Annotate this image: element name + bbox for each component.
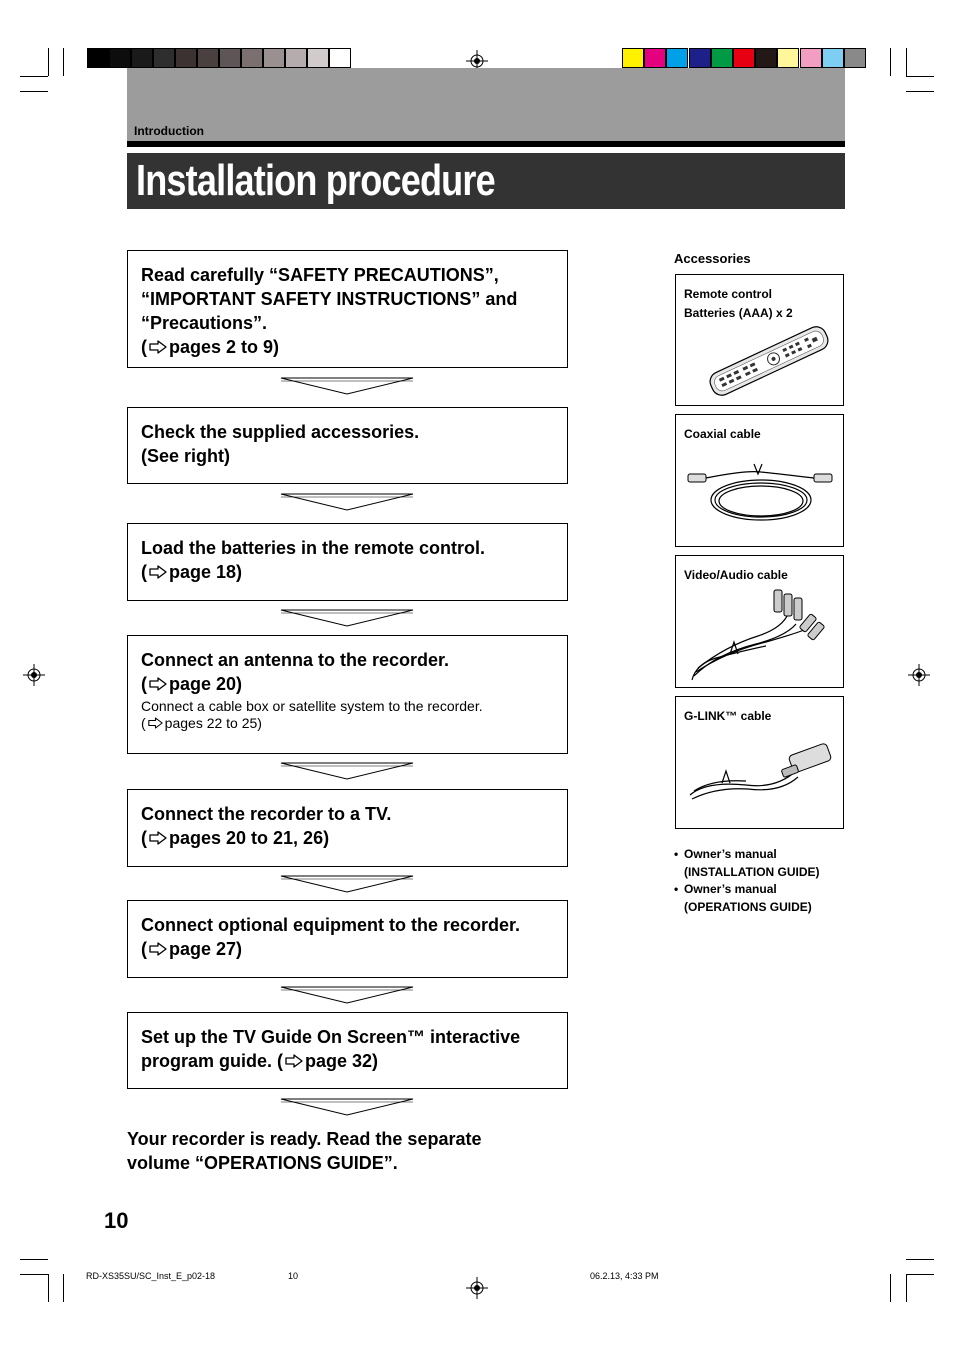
page-reference-arrow-icon xyxy=(149,561,167,575)
step-text: Set up the TV Guide On Screen™ interactive xyxy=(141,1027,521,1047)
accessory-glink-cable xyxy=(675,696,844,829)
page-reference-arrow-icon xyxy=(285,1050,303,1064)
step-text: “Precautions”. xyxy=(141,313,268,333)
calibration-swatch xyxy=(87,48,109,68)
step-text: Connect the recorder to a TV. xyxy=(141,804,392,824)
page-reference-arrow-icon xyxy=(149,673,167,687)
step-reference: ( page 18) xyxy=(141,562,243,582)
calibration-swatch xyxy=(689,48,711,68)
calibration-swatch xyxy=(666,48,688,68)
calibration-swatch xyxy=(777,48,799,68)
flow-arrow-icon xyxy=(280,875,414,893)
flow-arrow-icon xyxy=(280,493,414,511)
calibration-swatch xyxy=(263,48,285,68)
accessory-label: Coaxial cable xyxy=(684,427,761,441)
calibration-swatch xyxy=(153,48,175,68)
step-reference: ( page 20) xyxy=(141,674,243,694)
step-tv-guide xyxy=(127,1012,568,1089)
accessory-label: Video/Audio cable xyxy=(684,568,788,582)
remote-control-icon xyxy=(702,319,836,403)
page-reference-arrow-icon xyxy=(149,938,167,952)
page-title: Installation procedure xyxy=(136,156,495,205)
coaxial-cable-icon xyxy=(686,460,836,530)
step-text: Read carefully “SAFETY PRECAUTIONS”, xyxy=(141,265,499,285)
calibration-swatch xyxy=(307,48,329,68)
calibration-swatch xyxy=(822,48,844,68)
closing-text xyxy=(127,1127,577,1175)
list-item: • Owner’s manual xyxy=(674,847,777,861)
registration-mark-icon xyxy=(908,664,930,686)
step-text: (See right) xyxy=(141,446,231,466)
flow-arrow-icon xyxy=(280,609,414,627)
step-optional-equipment xyxy=(127,900,568,978)
footer-timestamp: 06.2.13, 4:33 PM xyxy=(590,1271,659,1281)
footer-page: 10 xyxy=(288,1271,299,1281)
step-accessories xyxy=(127,407,568,484)
flow-arrow-icon xyxy=(280,1098,414,1116)
step-text: Load the batteries in the remote control. xyxy=(141,538,486,558)
calibration-swatch xyxy=(109,48,131,68)
calibration-swatch xyxy=(644,48,666,68)
step-reference: program guide. ( page 32) xyxy=(141,1051,379,1071)
step-note-reference: ( pages 22 to 25) xyxy=(141,715,262,731)
step-batteries xyxy=(127,523,568,601)
accessory-video-audio-cable xyxy=(675,555,844,688)
step-reference: ( page 27) xyxy=(141,939,243,959)
accessory-coaxial-cable xyxy=(675,414,844,547)
calibration-swatch xyxy=(800,48,822,68)
accessory-label: Remote control Batteries (AAA) x 2 xyxy=(684,287,793,320)
page-reference-arrow-icon xyxy=(149,827,167,841)
step-safety xyxy=(127,250,568,368)
step-text: “IMPORTANT SAFETY INSTRUCTIONS” and xyxy=(141,289,518,309)
header-band xyxy=(127,68,845,142)
calibration-swatch xyxy=(622,48,644,68)
section-label: Introduction xyxy=(134,124,204,138)
accessories-heading: Accessories xyxy=(674,251,751,266)
step-text: Connect an antenna to the recorder. xyxy=(141,650,450,670)
registration-mark-icon xyxy=(23,664,45,686)
calibration-swatch xyxy=(755,48,777,68)
step-reference: ( pages 20 to 21, 26) xyxy=(141,828,330,848)
calibration-swatch xyxy=(285,48,307,68)
registration-mark-icon xyxy=(466,1277,488,1299)
documents-list xyxy=(674,846,820,916)
calibration-swatch xyxy=(711,48,733,68)
step-tv xyxy=(127,789,568,867)
calibration-swatch xyxy=(219,48,241,68)
header-rule xyxy=(127,141,845,147)
page-reference-arrow-icon xyxy=(149,336,167,350)
page-number: 10 xyxy=(104,1208,129,1233)
flow-arrow-icon xyxy=(280,762,414,780)
step-antenna xyxy=(127,635,568,754)
calibration-swatch xyxy=(329,48,351,68)
step-text: Check the supplied accessories. xyxy=(141,422,420,442)
calibration-swatch xyxy=(733,48,755,68)
page-reference-arrow-icon xyxy=(148,716,163,728)
step-note: Connect a cable box or satellite system to the recorder. xyxy=(141,698,483,714)
step-text: Connect optional equipment to the recorder. xyxy=(141,915,521,935)
calibration-swatch xyxy=(197,48,219,68)
calibration-swatch xyxy=(241,48,263,68)
closing-line: Your recorder is ready. Read the separate xyxy=(127,1129,482,1149)
footer-file-name: RD-XS35SU/SC_Inst_E_p02-18 xyxy=(86,1271,216,1281)
list-item: (INSTALLATION GUIDE) xyxy=(684,864,820,879)
step-reference: ( pages 2 to 9) xyxy=(141,337,280,357)
closing-line: volume “OPERATIONS GUIDE”. xyxy=(127,1153,398,1173)
accessory-remote-control xyxy=(675,274,844,406)
av-cable-icon xyxy=(686,584,836,684)
calibration-swatch xyxy=(844,48,866,68)
calibration-swatch xyxy=(175,48,197,68)
flow-arrow-icon xyxy=(280,986,414,1004)
list-item: (OPERATIONS GUIDE) xyxy=(684,899,812,914)
flow-arrow-icon xyxy=(280,377,414,395)
list-item: • Owner’s manual xyxy=(674,882,777,896)
glink-cable-icon xyxy=(686,735,836,815)
calibration-swatch xyxy=(131,48,153,68)
accessory-label: G-LINK™ cable xyxy=(684,709,772,723)
